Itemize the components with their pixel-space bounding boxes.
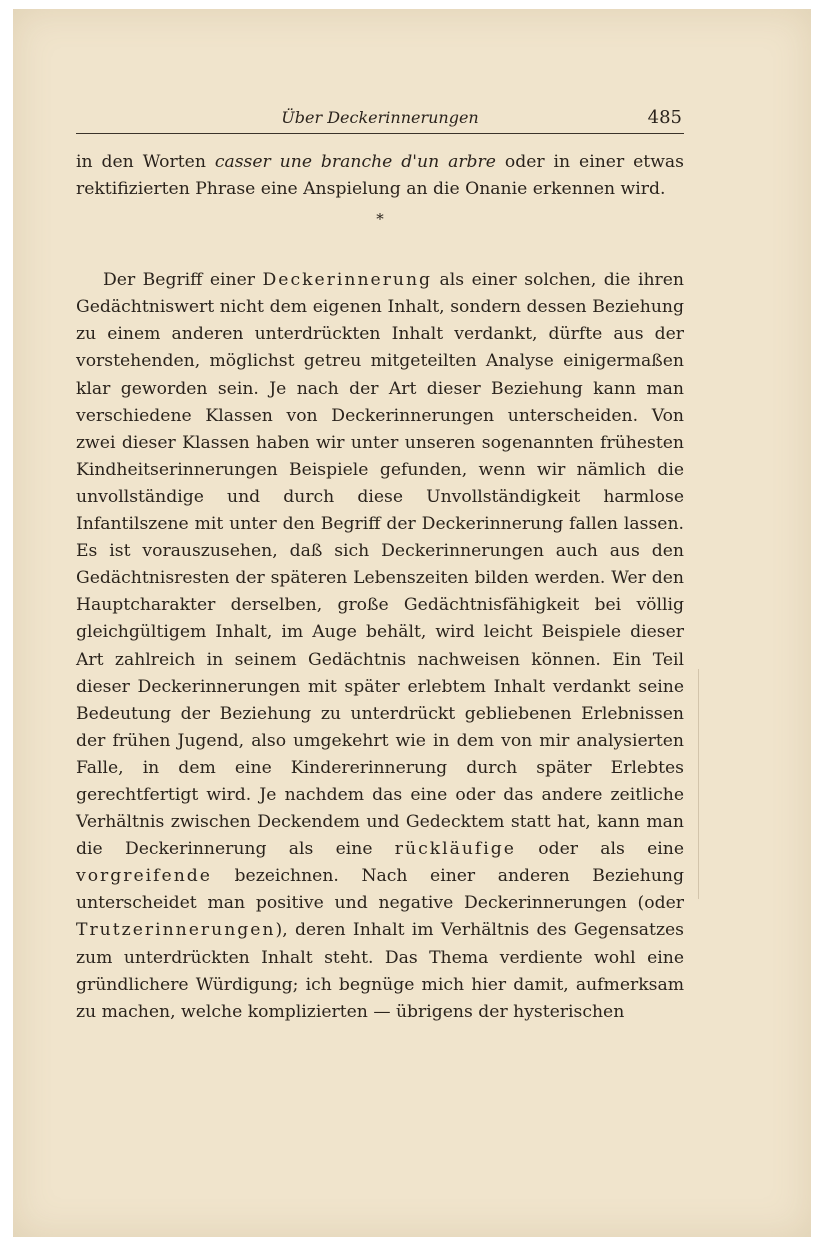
- term-ruecklaeufige: rückläufige: [394, 839, 516, 860]
- body-text: [76, 149, 684, 1026]
- main-paragraph: [76, 267, 684, 1026]
- french-quote: casser une branche d'un arbre: [214, 152, 496, 172]
- opening-paragraph: [76, 149, 684, 203]
- paragraph-text-3: oder als eine: [515, 839, 684, 860]
- opening-text-post: oder in einer etwas rektifizierten Phrase eine Anspielung an die Onanie erkennen wird.: [76, 152, 684, 200]
- paragraph-text-4: bezeichnen. Nach einer anderen Beziehung unterscheidet man positive und negative Deckerinnerungen (oder: [76, 866, 684, 914]
- paragraph-text-1: Der Begriff einer: [103, 270, 263, 291]
- term-deckerinnerung: Deckerinnerung: [262, 270, 433, 291]
- page-fold-shadow: [698, 669, 699, 899]
- term-vorgreifende: vorgreifende: [76, 866, 212, 887]
- opening-text-pre: in den Worten: [76, 152, 215, 172]
- page-number: 485: [647, 107, 682, 128]
- term-trutzerinnerungen: Trutzerinnerungen: [76, 920, 276, 941]
- running-title: Über Deckerinnerungen: [281, 108, 479, 127]
- page-header: [76, 103, 684, 134]
- section-separator-asterisk: *: [376, 210, 384, 229]
- paragraph-text-5: ), deren Inhalt im Verhältnis des Gegensatzes zum unterdrückten Inhalt steht. Das Thema verdiente wohl eine gründlichere Würdigung; ich begnüge mich hier damit, aufmerksam zu machen, welche komplizierten — übrigens der hysterischen: [76, 920, 684, 1022]
- paragraph-text-2: als einer solchen, die ihren Gedächtniswert nicht dem eigenen Inhalt, sondern dessen Beziehung zu einem anderen unterdrückten Inhalt verdankt, dürfte aus der vorstehenden, möglichst getreu mitgeteilten Analyse einigermaßen klar geworden sein. Je nach der Art dieser Beziehung kann man verschiedene Klassen von Deckerinnerungen unterscheiden. Von zwei dieser Klassen haben wir unter unseren sogenannten frühesten Kindheitserinnerungen Beispiele gefunden, wenn wir nämlich die unvollständige und durch diese Unvollständigkeit harmlose Infantilszene mit unter den Begriff der Deckerinnerung fallen lassen. Es ist vorauszusehen, daß sich Deckerinnerungen auch aus den Gedächtnisresten der späteren Lebenszeiten bilden werden. Wer den Hauptcharakter derselben, große Gedächtnisfähigkeit bei völlig gleichgültigem Inhalt, im Auge behält, wird leicht Beispiele dieser Art zahlreich in seinem Gedächtnis nachweisen können. Ein Teil dieser Deckerinnerungen mit später erlebtem Inhalt verdankt seine Bedeutung der Beziehung zu unterdrückt gebliebenen Erlebnissen der frühen Jugend, also umgekehrt wie in dem von mir analysierten Falle, in dem eine Kindererinnerung durch später Erlebtes gerechtfertigt wird. Je nachdem das eine oder das andere zeitliche Verhältnis zwischen Deckendem und Gedecktem statt hat, kann man die Deckerinnerung als eine: [76, 270, 684, 860]
